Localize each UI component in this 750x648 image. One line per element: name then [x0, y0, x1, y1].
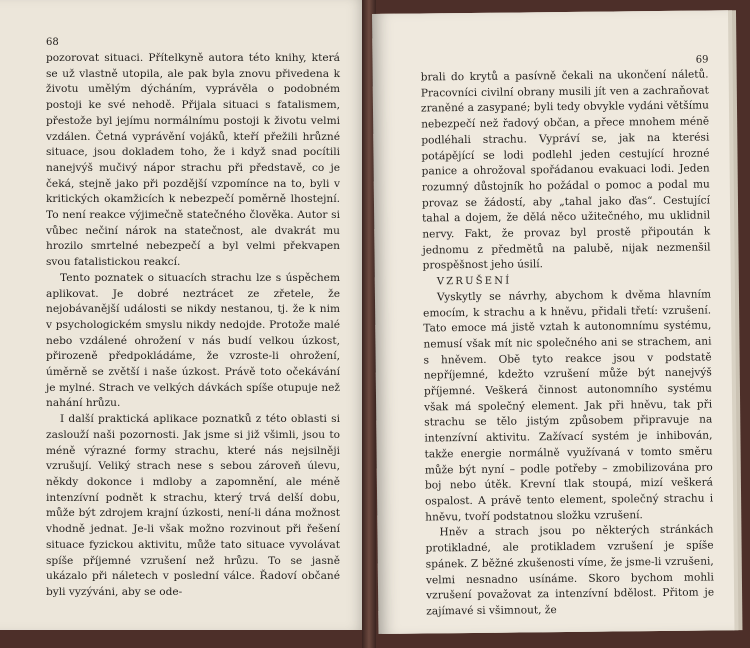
left-page-number: 68	[46, 37, 59, 48]
left-page-text	[46, 51, 340, 601]
paragraph: pozorovat situaci. Přítelkyně autora této knihy, která se už vlastně utopila, ale pak byla znovu přivedena k životu umělým dýcháním, vyprávěla o podobném postoji ke své nehodě. Přijala situaci s fatalismem, přestože byl jejímu normálnímu postoji k životu velmi vzdálen. Četná vyprávění vojáků, kteří přežili hrůzné situace, jsou dokladem toho, že i když snad pocítili nanejvýš mučivý nápor strachu při představě, co je čeká, stejně jako při pozdější vzpomínce na to, byli v kritických okamžicích k nebezpečí poměrně lhostejní. To není reakce výjimečně statečného člověka. Autor si vůbec nečiní nárok na statečnost, ale dvakrát mu hrozilo smrtelné nebezpečí a byl velmi překvapen svou fatalistickou reakcí.	[46, 52, 340, 269]
paragraph: Vyskytly se návrhy, abychom k dvěma hlavním emocím, k strachu a k hněvu, přidali třetí: vzrušení. Tato emoce má jistě vztah k autonomnímu systému, nemusí však mít nic společného ani se strachem, ani s hněvem. Obě tyto reakce jsou v podstatě nepříjemné, kdežto vzrušení může být nanejvýš příjemné. Veškerá činnost autonomního systému však má společný element. Jak při hněvu, tak při strachu se tělo jistým způsobem připravuje na intenzívní aktivitu. Zažívací systém je inhibován, takže energie normálně využívaná v tomto směru může být nyní – podle potřeby – zmobilizována pro boj nebo útěk. Krevní tlak stoupá, mizí veškerá ospalost. A právě tento element, společný strachu i hněvu, tvoří podstatnou složku vzrušení.	[423, 288, 714, 524]
paragraph: brali do krytů a pasívně čekali na ukončení náletů. Pracovníci civilní obrany musili jít ven a zachraňovat zraněné a zasypané; byli tedy obvykle vydáni většímu nebezpečí než řadový občan, a přece mnohem méně podléhali strachu. Vypráví se, jak na kterési potápějící se lodi podlehl jeden cestující hrozné panice a ohrožoval spořádanou evakuaci lodi. Jeden rozumný důstojník ho požádal o pomoc a podal mu provaz se žádostí, aby „tahal jako ďas“. Cestující tahal a dojem, že dělá něco užitečného, mu uklidnil nervy. Fakt, že provaz byl prostě připoután k jednomu z předmětů na palubě, nijak nezmenšil prospěšnost jeho úsilí.	[420, 68, 711, 272]
paragraph: Tento poznatek o situacích strachu lze s úspěchem aplikovat. Je dobré neztrácet ze zřetele, že nejobávanější události se nikdy nestanou, tj. že k nim v psychologickém smyslu nikdy nedojde. Protože malé nebo vzdálené ohrožení v nás budí velkou úzkost, přirozeně předpokládáme, že vzroste-li ohrožení, úměrně se zvětší i naše úzkost. Právě toto očekávání je mylné. Strach ve velkých dávkách spíše otupuje než nahání hrůzu.	[46, 271, 340, 410]
section-heading: VZRUŠENÍ	[436, 275, 512, 288]
right-page-number: 69	[695, 54, 709, 66]
right-page	[372, 10, 734, 634]
left-page	[0, 0, 368, 630]
paragraph: Hněv a strach jsou po některých stránkách protikladné, ale protikladem vzrušení je spíše spánek. Z běžné zkušenosti víme, že jsme-li vzrušeni, velmi nesnadno usínáme. Skoro bychom mohli vzrušení považovat za intenzívní bdělost. Přitom je zajímavé si všimnout, že	[425, 523, 715, 618]
paragraph: I další praktická aplikace poznatků z této oblasti si zaslouží naši pozornosti. Jak jsme si již všimli, jsou to méně výrazné formy strachu, které nás nejsilněji vzrušují. Veliký strach nese s sebou zároveň úlevu, někdy dokonce i mdloby a zapomnění, ale méně intenzívní podnět k strachu, který trvá delší dobu, může být zdrojem krajní úzkosti, není-li dána možnost vhodně jednat. Je-li však možno rozvinout při řešení situace fyzickou aktivitu, může tato situace vyvolávat spíše příjemné vzrušení než hrůzu. To se jasně ukázalo při náletech v poslední válce. Řadoví občané byli vyzýváni, aby se ode-	[46, 413, 340, 598]
right-page-text	[421, 67, 715, 620]
